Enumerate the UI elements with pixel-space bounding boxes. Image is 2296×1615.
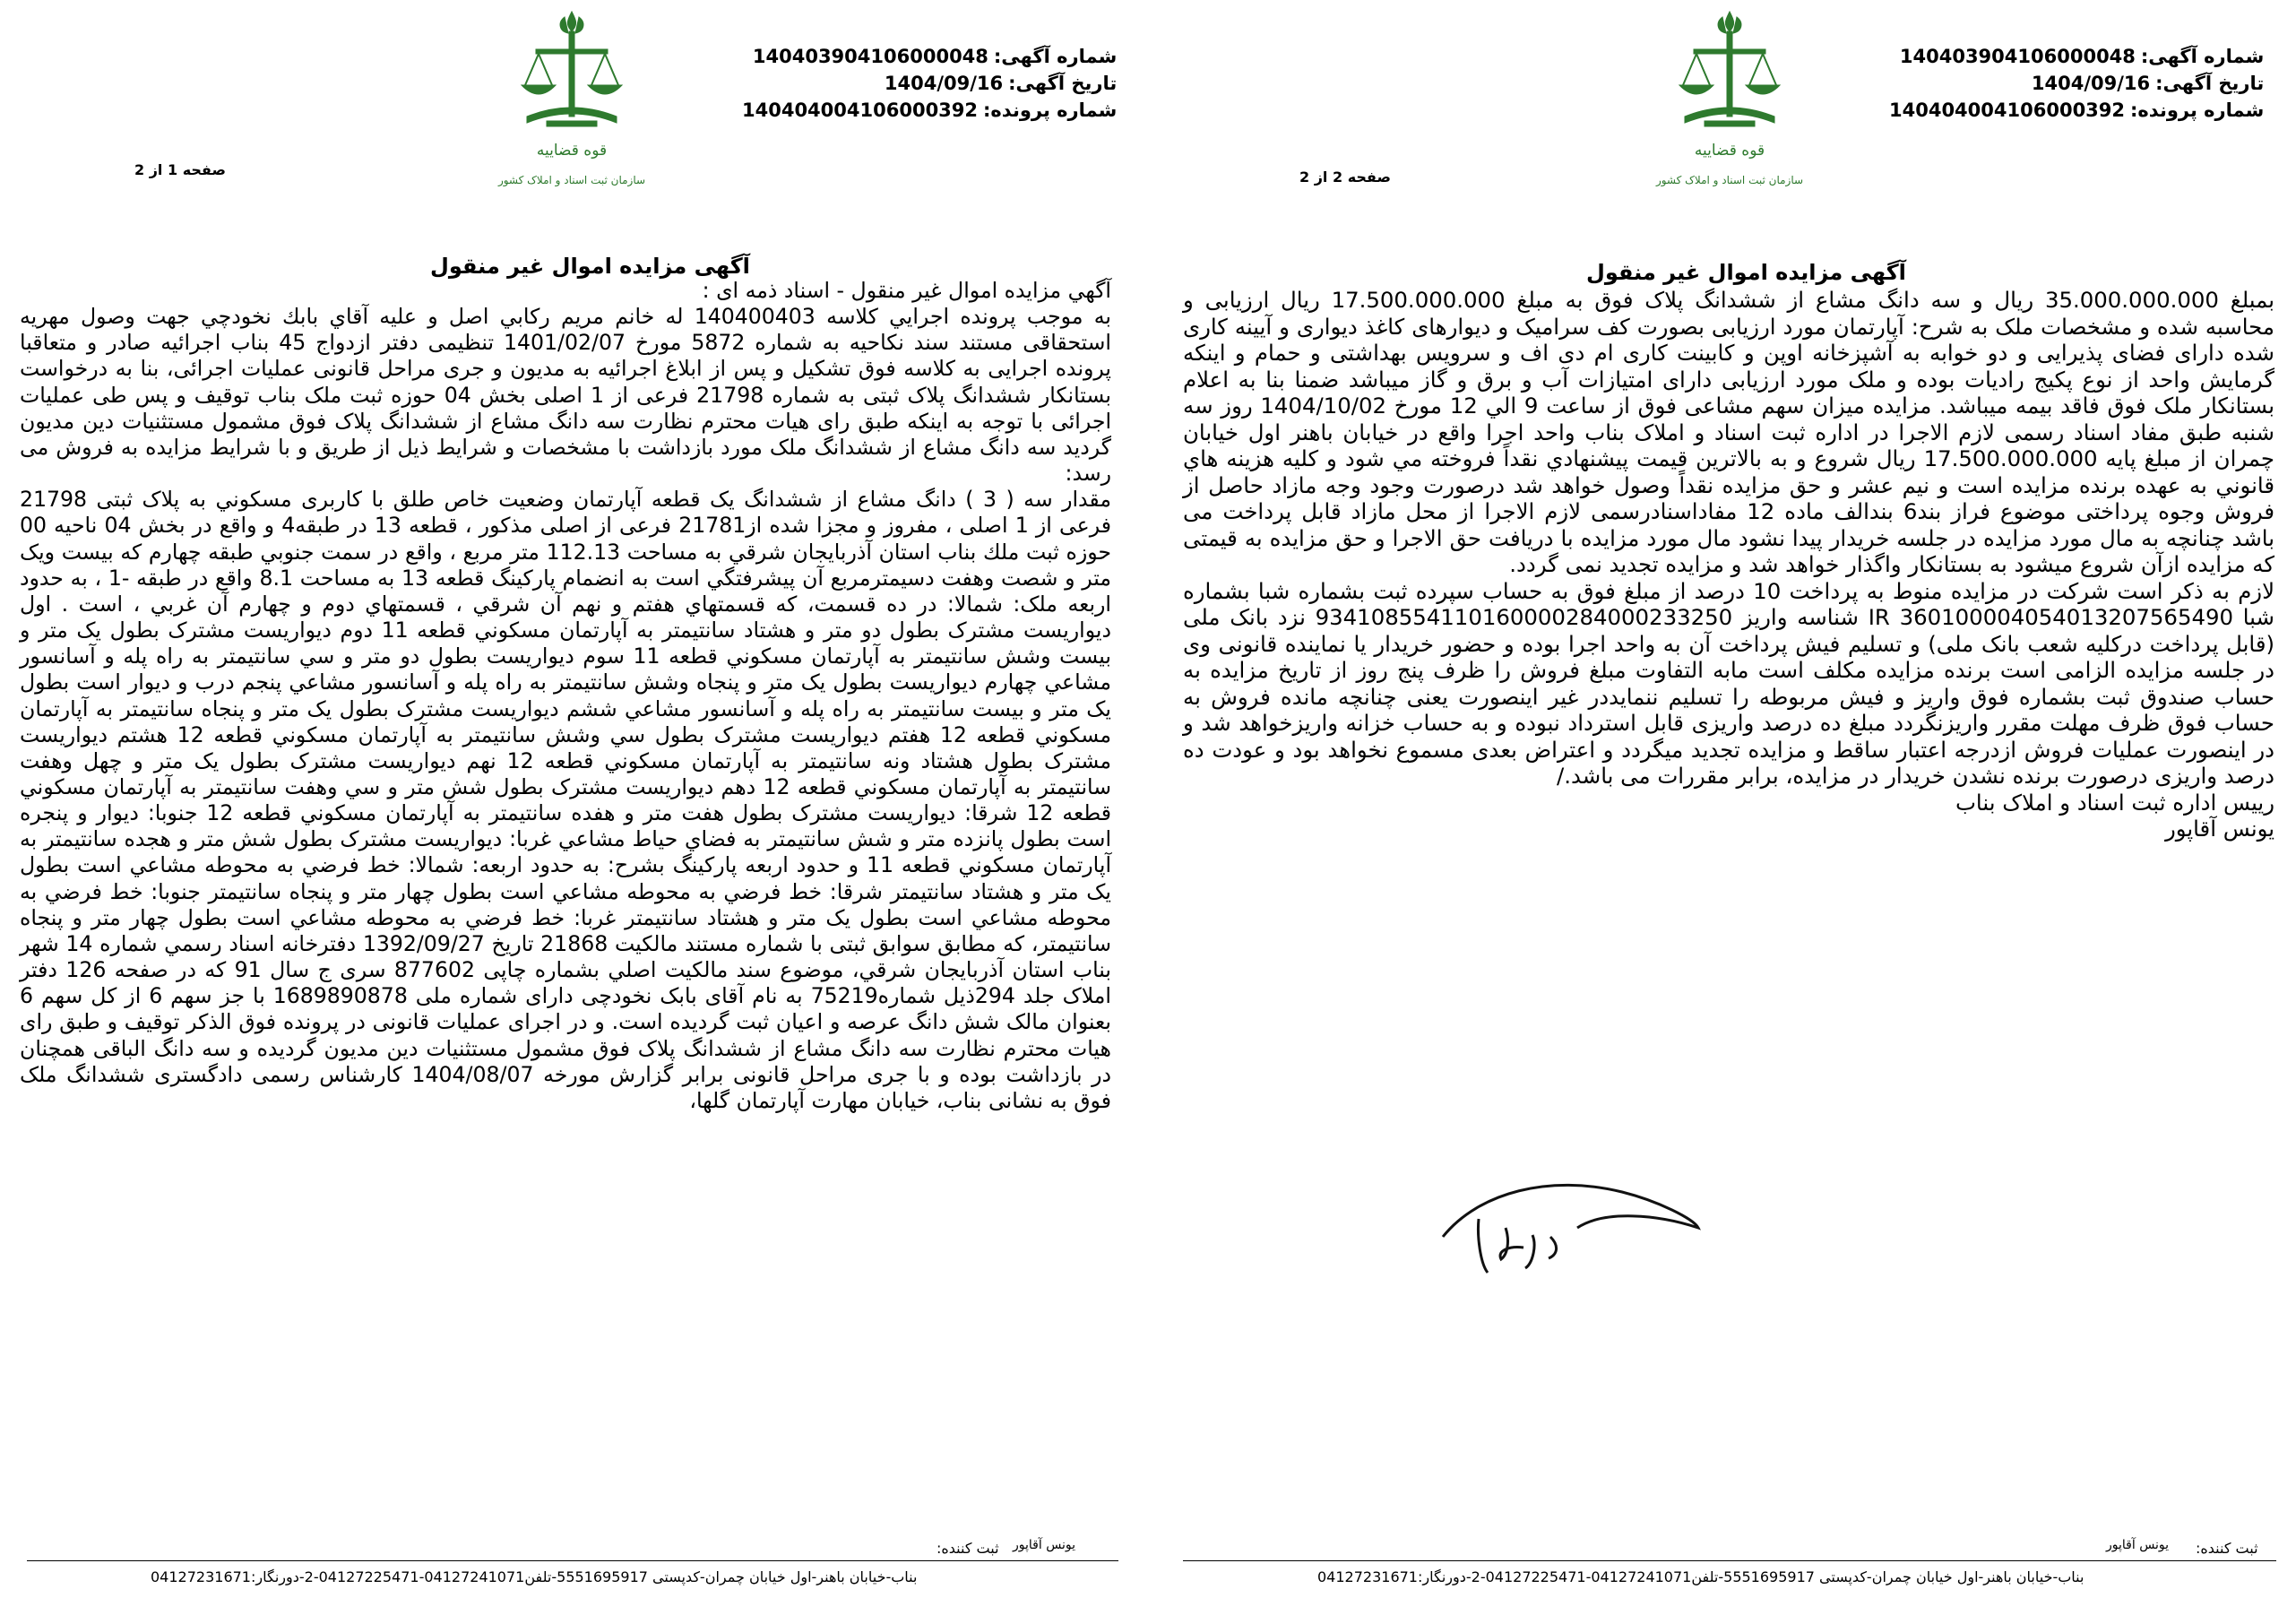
registrar-name: یونس آقاپور [2106, 1538, 2170, 1552]
notice-page-1 [0, 0, 1131, 1615]
body-paragraph: به موجب پرونده اجرايي كلاسه 140400403 له خانم مريم ركابي اصل و عليه آقاي بابك نخودچي جهت وصول مهريه استحقاقی مستند سند نكاحيه به شماره 5872 مورخ 1401/02/07 تنظيمی دفتر ازدواج 45 بناب اجرائيه صادر و متعاقبا پرونده اجرايی به كلاسه فوق تشكيل و پس از ابلاغ اجرائيه به مديون و جری مراحل قانونی عمليات اجرائی، بنا به درخواست بستانكار ششدانگ پلاک ثبتی به شماره 21798 فرعی از 1 اصلی بخش 04 حوزه ثبت ملک بناب توقيف و پس طی عمليات اجرائی با توجه به اينكه طبق رای هيات محترم نظارت سه دانگ مشاع از ششدانگ پلاک فوق مشمول مستثنيات دين مديون گرديد سه دانگ مشاع از ششدانگ ملک مورد بازداشت با مشخصات و شرايط ذيل از طريق و با شرايط مزايده به فروش می رسد: [20, 304, 1111, 487]
case-number-label: شماره پرونده: [983, 99, 1118, 121]
footer-divider [1183, 1560, 2276, 1561]
judiciary-emblem-logo [1640, 4, 1819, 211]
page-number: صفحه 2 از 2 [1299, 168, 1391, 186]
registrar-name: یونس آقاپور [1013, 1538, 1076, 1552]
ad-date-label: تاریخ آگهی: [1008, 73, 1118, 94]
registrar-label: ثبت کننده: [2196, 1540, 2258, 1557]
body-paragraph: رييس اداره ثبت اسناد و املاک بناب [1955, 789, 2274, 816]
notice-body [1183, 287, 2274, 842]
logo-line-2: سازمان ثبت اسناد و املاک کشور [497, 174, 646, 186]
notice-title: آگهی مزایده اموال غیر منقول [430, 254, 750, 279]
footer-address: بناب-خیابان باهنر-اول خیابان چمران-کدپستی 5551695917-تلفن04127241071-04127225471-2-دورنگار:04127231671 [1317, 1568, 2085, 1585]
handwritten-signature [1425, 1165, 1703, 1291]
body-paragraph: مقدار سه ( 3 ) دانگ مشاع از ششدانگ يک قطعه آپارتمان وضعيت خاص طلق با کاربری مسکوني به پلاک ثبتی 21798 فرعی از 1 اصلی ، مفروز و مجزا شده از21781 فرعی از اصلی مذکور ، قطعه 13 در طبقه4 و واقع در بخش 04 ناحيه 00 حوزه ثبت ملك بناب استان آذربايجان شرقي به مساحت 112.13 متر مربع ، واقع در سمت جنوبي طبقه چهارم كه بيست ويک متر و شصت وهفت دسيمترمربع آن پيشرفتگي است به انضمام پاركينگ قطعه 13 به مساحت 8.1 واقع در طبقه -1 ، به حدود اربعه ملک: شمالا: در ده قسمت، كه قسمتهاي هفتم و نهم آن شرقي ، قسمتهاي دوم و چهارم آن غربي ، است . اول ديواريست مشترک بطول دو متر و هشتاد سانتيمتر به آپارتمان مسكوني قطعه 11 دوم ديواريست مشترک بطول يک متر و بيست وشش سانتيمتر به آپارتمان مسكوني قطعه 11 سوم ديواريست بطول دو متر و سي سانتيمتر به راه پله و آسانسور مشاعي چهارم ديواريست بطول يک متر و پنجاه وشش سانتيمتر به راه پله و آسانسور مشاعي پنجم درب و ديوار است بطول يک متر و بيست سانتيمتر به راه پله و آسانسور مشاعي ششم ديواريست مشترک بطول يک متر و پنجاه سانتيمتر به آپارتمان مسكوني قطعه 12 هفتم ديواريست مشترک بطول سي وشش سانتيمتر به آپارتمان مسكوني قطعه 12 هشتم ديواريست مشترک بطول هشتاد ونه سانتيمتر به آپارتمان مسكوني قطعه 12 نهم ديواريست مشترک بطول يک متر و چهل وهفت سانتيمتر به آپارتمان مسكوني قطعه 12 دهم ديواريست مشترک بطول شش متر و سي وهفت سانتيمتر به آپارتمان مسكوني قطعه 12 شرقا: ديواريست مشترک بطول هفت متر و هفده سانتيمتر به آپارتمان مسكوني قطعه 12 جنوبا: ديوار و پنجره است بطول پانزده متر و شش سانتيمتر به فضاي حياط مشاعي غربا: ديواريست مشترک بطول شش متر و هجده سانتيمتر به آپارتمان مسكوني قطعه 11 و حدود اربعه پاركينگ بشرح: به حدود اربعه: شمالا: خط فرضي به محوطه مشاعي است بطول يک متر و هشتاد سانتيمتر شرقا: خط فرضي به محوطه مشاعي است بطول چهار متر و پنجاه سانتيمتر جنوبا: خط فرضي به محوطه مشاعي است بطول يک متر و هشتاد سانتيمتر غربا: خط فرضي به محوطه مشاعي است بطول چهار متر و پنجاه سانتيمتر، كه مطابق سوابق ثبتی با شماره مستند مالكيت 21868 تاريخ 1392/09/27 دفترخانه اسناد رسمي شماره 14 شهر بناب استان آذربايجان شرقي، موضوع سند مالكيت اصلي بشماره چاپی 877602 سری ج سال 91 كه در صفحه 126 دفتر املاک جلد 294ذیل شماره75219 به نام آقای بابک نخودچی دارای شماره ملی 1689890878 با جز سهم 6 از کل سهم 6 بعنوان مالک شش دانگ عرصه و اعیان ثبت گردیده است. و در اجرای عملیات قانونی در پرونده فوق الذکر توقيف و طبق رای هيات محترم نظارت سه دانگ مشاع از ششدانگ پلاک فوق مشمول مستثنيات دين مديون گرديده و سه دانگ الباقی همچنان در بازداشت بوده و با جری مراحل قانونی برابر گزارش مورخه 1404/08/07 كارشناس رسمی دادگستری ششدانگ ملک فوق به نشانی بناب، خيابان مهارت آپارتمان گلها، [20, 487, 1112, 1113]
notice-page-2 [1156, 0, 2287, 1615]
body-paragraph: لازم به ذكر است شركت در مزايده منوط به پرداخت 10 درصد از مبلغ فوق به حساب سپرده ثبت بشماره شبا بشماره شبا IR 360100004054013207565490 شناسه واريز 934108554110160000284000233250 نزد بانک ملی (قابل پرداخت دركليه شعب بانک ملی) و تسليم فيش پرداخت آن به واحد اجرا بوده و حضور خريدار يا نماينده قانونی وی در جلسه مزايده الزامی است برنده مزايده مكلف است مابه التفاوت مبلغ فروش را ظرف پنج روز از تاريخ مزايده به حساب صندوق ثبت بشماره فوق واريز و فيش مربوطه را تسليم ننمايددر غير اينصورت يعنی چنانچه مانده فروش به حساب فوق ظرف مهلت مقرر واريزنگردد مبلغ ده درصد واريزی قابل استرداد نبوده و به حساب خزانه واريزخواهد شد و در اينصورت عمليات فروش ازدرجه اعتبار ساقط و مزايده تجديد ميگردد و اعتراض بعدی مسموع نخواهد بود و عودت ده درصد واريزی درصورت برنده نشدن خريدار در مزايده، برابر مقررات می باشد./ [1183, 577, 2275, 789]
body-paragraph: بمبلغ 35.000.000.000 ريال و سه دانگ مشاع از ششدانگ پلاک فوق به مبلغ 17.500.000.000 ريال ارزيابی و محاسبه شده و مشخصات ملک به شرح: آپارتمان مورد ارزيابی بصورت كف سراميک و ديوارهای كاغذ ديواری و آيينه كاری شده دارای فضای پذيرايی و دو خوابه به آشپزخانه اوپن و كابينت كاری ام دی اف و سرويس بهداشتی و حمام و اينكه گرمايش واحد از نوع پكيج راديات بوده و ملک مورد ارزيابی دارای امتيازات آب و برق و گاز ميباشد ضمنا بنا به اعلام بستانكار ملک فوق فاقد بيمه ميباشد. مزايده ميزان سهم مشاعی فوق از ساعت 9 الي 12 مورخ 1404/10/02 روز سه شنبه طبق مفاد اسناد رسمی لازم الاجرا در اداره ثبت اسناد و املاک بناب واحد اجرا واقع در خيابان باهنر اول خيابان چمران از مبلغ پايه 17.500.000.000 ريال شروع و به بالاترين قيمت پيشنهادي نقداً فروخته مي شود و كليه هزينه هاي قانوني به عهده برنده مزايده است و نيم عشر و حق مزايده نقداً وصول خواهد شد درصورت وجود وجه مازاد حاصل از فروش وجوه پرداختی موضوع فراز بند6 بندالف ماده 12 مفاداسنادرسمی لازم الاجرا از محل مازاد قابل پرداخت می باشد چنانچه به مال مورد مزايده در جلسه خريدار پيدا نشود مال مورد مزايده با دريافت حق الاجرا و حق مزايده به قيمتی كه مزايده ازآن شروع ميشود به بستانكار واگذار خواهد شد و مزايده تجديد نمی گردد. [1183, 287, 2275, 577]
logo-line-1: قوه قضاییه [536, 142, 608, 160]
judiciary-emblem-logo [482, 4, 661, 211]
ad-date: 1404/09/16 [884, 73, 1004, 94]
ad-date: 1404/09/16 [2031, 73, 2151, 94]
case-number: 140404004106000392 [742, 99, 979, 121]
notice-meta [742, 43, 1117, 124]
body-paragraph: يونس آقاپور [2164, 816, 2274, 842]
footer-divider [27, 1560, 1118, 1561]
page-number: صفحه 1 از 2 [134, 161, 226, 178]
ad-number-label: شماره آگهی: [2140, 46, 2265, 67]
notice-body [20, 278, 1111, 1114]
case-number: 140404004106000392 [1889, 99, 2126, 121]
logo-line-1: قوه قضاییه [1694, 142, 1765, 160]
ad-number: 140403904106000048 [1899, 46, 2136, 67]
case-number-label: شماره پرونده: [2130, 99, 2265, 121]
notice-meta [1889, 43, 2264, 124]
ad-date-label: تاریخ آگهی: [2155, 73, 2265, 94]
registrar-label: ثبت کننده: [937, 1540, 999, 1557]
ad-number: 140403904106000048 [752, 46, 988, 67]
footer-address: بناب-خیابان باهنر-اول خیابان چمران-کدپستی 5551695917-تلفن04127241071-04127225471-2-دورنگار:04127231671 [151, 1568, 918, 1585]
notice-title: آگهی مزایده اموال غیر منقول [1586, 260, 1906, 285]
body-paragraph: آگهي مزايده اموال غير منقول - اسناد ذمه ای : [702, 278, 1111, 303]
logo-line-2: سازمان ثبت اسناد و املاک کشور [1655, 174, 1804, 186]
ad-number-label: شماره آگهی: [993, 46, 1118, 67]
